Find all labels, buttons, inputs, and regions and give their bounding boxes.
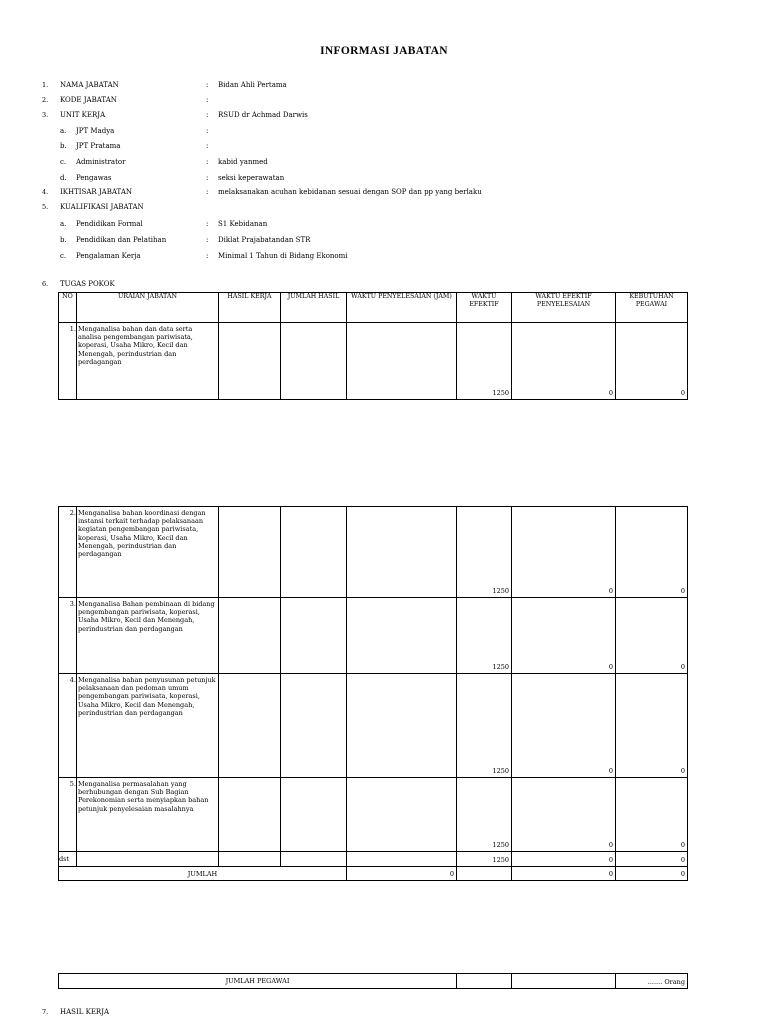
colon: : bbox=[206, 81, 209, 89]
waktu-penyelesaian-cell bbox=[347, 674, 457, 778]
field-letter: b. bbox=[60, 236, 67, 244]
field-value: seksi keperawatan bbox=[218, 174, 285, 182]
table-row bbox=[59, 323, 688, 400]
field-number: 2. bbox=[42, 96, 49, 104]
field-number: 4. bbox=[42, 188, 49, 196]
table-row-dst bbox=[59, 852, 688, 867]
colon: : bbox=[206, 236, 209, 244]
header-uraian: URAIAN JABATAN bbox=[77, 293, 219, 323]
field-number: 6. bbox=[42, 280, 49, 288]
header-jumlah: JUMLAH HASIL bbox=[281, 293, 347, 323]
kebutuhan-cell: 0 bbox=[616, 852, 688, 867]
field-letter: b. bbox=[60, 142, 67, 150]
task-text: Menganalisa permasalahan yang berhubungan dengan Sub Bagian Perekonomian serta menyiapkan bahan petunjuk penyelesaian masalahnya bbox=[77, 778, 219, 852]
hasil-cell bbox=[219, 507, 281, 598]
empty-cell bbox=[457, 974, 512, 989]
efektif-penyelesaian-cell: 0 bbox=[512, 778, 616, 852]
jumlah-pegawai-value: ....... Orang bbox=[616, 974, 688, 989]
waktu-efektif-cell: 1250 bbox=[457, 507, 512, 598]
field-letter: d. bbox=[60, 174, 67, 182]
jumlah-pegawai-row bbox=[59, 974, 688, 989]
table-row bbox=[59, 778, 688, 852]
kebutuhan-cell: 0 bbox=[616, 507, 688, 598]
field-number: 3. bbox=[42, 111, 49, 119]
efektif-penyelesaian-cell: 0 bbox=[512, 852, 616, 867]
waktu-efektif-cell: 1250 bbox=[457, 323, 512, 400]
empty-cell bbox=[457, 867, 512, 881]
waktu-efektif-cell: 1250 bbox=[457, 674, 512, 778]
jumlah-label: JUMLAH bbox=[59, 867, 347, 881]
efektif-penyelesaian-cell: 0 bbox=[512, 323, 616, 400]
jumlah-efektif-penyelesaian: 0 bbox=[512, 867, 616, 881]
task-text: Menganalisa bahan penyusunan petunjuk pelaksanaan dan pedoman umum pengembangan pariwisata, koperasi, Usaha Mikro, Kecil dan Menengah, perindustrian dan perdagangan bbox=[77, 674, 219, 778]
table-row-jumlah bbox=[59, 867, 688, 881]
field-label: NAMA JABATAN bbox=[60, 81, 119, 89]
header-hasil: HASIL KERJA bbox=[219, 293, 281, 323]
hasil-cell bbox=[219, 674, 281, 778]
waktu-efektif-cell: 1250 bbox=[457, 778, 512, 852]
jumlah-cell bbox=[281, 674, 347, 778]
field-number: 1. bbox=[42, 81, 49, 89]
field-number: 5. bbox=[42, 203, 49, 211]
efektif-penyelesaian-cell: 0 bbox=[512, 674, 616, 778]
field-label: TUGAS POKOK bbox=[60, 280, 115, 288]
colon: : bbox=[206, 127, 209, 135]
kebutuhan-cell: 0 bbox=[616, 674, 688, 778]
field-label: Pendidikan Formal bbox=[76, 220, 143, 228]
empty-cell bbox=[347, 852, 457, 867]
field-value: Minimal 1 Tahun di Bidang Ekonomi bbox=[218, 252, 348, 260]
waktu-efektif-cell: 1250 bbox=[457, 852, 512, 867]
empty-cell bbox=[512, 974, 616, 989]
task-number: 5. bbox=[59, 778, 77, 852]
kebutuhan-cell: 0 bbox=[616, 778, 688, 852]
field-label: Pengalaman Kerja bbox=[76, 252, 141, 260]
header-waktu-efektif-penyelesaian: WAKTU EFEKTIF PENYELESAIAN bbox=[512, 293, 616, 323]
field-label: HASIL KERJA bbox=[60, 1008, 110, 1016]
field-label: UNIT KERJA bbox=[60, 111, 106, 119]
tugas-pokok-table-continued bbox=[58, 506, 688, 881]
jumlah-kebutuhan: 0 bbox=[616, 867, 688, 881]
field-value: RSUD dr Achmad Darwis bbox=[218, 111, 308, 119]
jumlah-pegawai-label: JUMLAH PEGAWAI bbox=[59, 974, 457, 989]
header-waktu-penyelesaian: WAKTU PENYELESAIAN (JAM) bbox=[347, 293, 457, 323]
colon: : bbox=[206, 174, 209, 182]
colon: : bbox=[206, 220, 209, 228]
field-label: Pengawas bbox=[76, 174, 112, 182]
field-letter: a. bbox=[60, 127, 67, 135]
field-label: KODE JABATAN bbox=[60, 96, 117, 104]
table-header-row bbox=[59, 293, 688, 323]
field-value: kabid yanmed bbox=[218, 158, 268, 166]
field-label: JPT Pratama bbox=[76, 142, 121, 150]
field-value: S1 Kebidanan bbox=[218, 220, 268, 228]
colon: : bbox=[206, 158, 209, 166]
table-row bbox=[59, 598, 688, 674]
task-number: 2. bbox=[59, 507, 77, 598]
field-letter: c. bbox=[60, 158, 67, 166]
colon: : bbox=[206, 252, 209, 260]
dst-label: dst bbox=[59, 852, 77, 867]
header-no: NO bbox=[59, 293, 77, 323]
kebutuhan-cell: 0 bbox=[616, 323, 688, 400]
task-number: 1. bbox=[59, 323, 77, 400]
task-number: 4. bbox=[59, 674, 77, 778]
task-number: 3. bbox=[59, 598, 77, 674]
field-label: IKHTISAR JABATAN bbox=[60, 188, 133, 196]
table-row bbox=[59, 507, 688, 598]
hasil-cell bbox=[219, 778, 281, 852]
jumlah-cell bbox=[281, 598, 347, 674]
jumlah-waktu-penyelesaian: 0 bbox=[347, 867, 457, 881]
task-text: Menganalisa Bahan pembinaan di bidang pengembangan pariwisata, koperasi, Usaha Mikro, Kecil dan Menengah, perindustrian dan perdagangan bbox=[77, 598, 219, 674]
field-value: Bidan Ahli Pertama bbox=[218, 81, 287, 89]
field-label: KUALIFIKASI JABATAN bbox=[60, 203, 144, 211]
colon: : bbox=[206, 111, 209, 119]
efektif-penyelesaian-cell: 0 bbox=[512, 598, 616, 674]
empty-cell bbox=[219, 852, 281, 867]
task-text: Menganalisa bahan koordinasi dengan instansi terkait terhadap pelaksanaan kegiatan pengembangan pariwisata, koperasi, Usaha Mikro, Kecil dan Menengah, perindustrian dan perdagangan bbox=[77, 507, 219, 598]
colon: : bbox=[206, 96, 209, 104]
field-number: 7. bbox=[42, 1008, 49, 1016]
colon: : bbox=[206, 142, 209, 150]
jumlah-pegawai-table bbox=[58, 973, 688, 989]
jumlah-cell bbox=[281, 507, 347, 598]
task-text: Menganalisa bahan dan data serta analisa pengembangan pariwisata, koperasi, Usaha Mikro, Kecil dan Menengah, perindustrian dan perdagangan bbox=[77, 323, 219, 400]
waktu-penyelesaian-cell bbox=[347, 323, 457, 400]
waktu-penyelesaian-cell bbox=[347, 507, 457, 598]
hasil-cell bbox=[219, 598, 281, 674]
efektif-penyelesaian-cell: 0 bbox=[512, 507, 616, 598]
waktu-efektif-cell: 1250 bbox=[457, 598, 512, 674]
kebutuhan-cell: 0 bbox=[616, 598, 688, 674]
colon: : bbox=[206, 188, 209, 196]
field-letter: a. bbox=[60, 220, 67, 228]
waktu-penyelesaian-cell bbox=[347, 778, 457, 852]
field-value: melaksanakan acuhan kebidanan sesuai dengan SOP dan pp yang berlaku bbox=[218, 188, 482, 196]
field-letter: c. bbox=[60, 252, 67, 260]
jumlah-cell bbox=[281, 323, 347, 400]
waktu-penyelesaian-cell bbox=[347, 598, 457, 674]
field-label: JPT Madya bbox=[76, 127, 115, 135]
page-title: INFORMASI JABATAN bbox=[320, 45, 448, 57]
tugas-pokok-table bbox=[58, 292, 688, 400]
field-value: Diklat Prajabatandan STR bbox=[218, 236, 311, 244]
empty-cell bbox=[281, 852, 347, 867]
hasil-cell bbox=[219, 323, 281, 400]
empty-cell bbox=[77, 852, 219, 867]
jumlah-cell bbox=[281, 778, 347, 852]
field-label: Administrator bbox=[76, 158, 126, 166]
table-row bbox=[59, 674, 688, 778]
header-kebutuhan: KEBUTUHAN PEGAWAI bbox=[616, 293, 688, 323]
header-waktu-efektif: WAKTU EFEKTIF bbox=[457, 293, 512, 323]
field-label: Pendidikan dan Pelatihan bbox=[76, 236, 167, 244]
